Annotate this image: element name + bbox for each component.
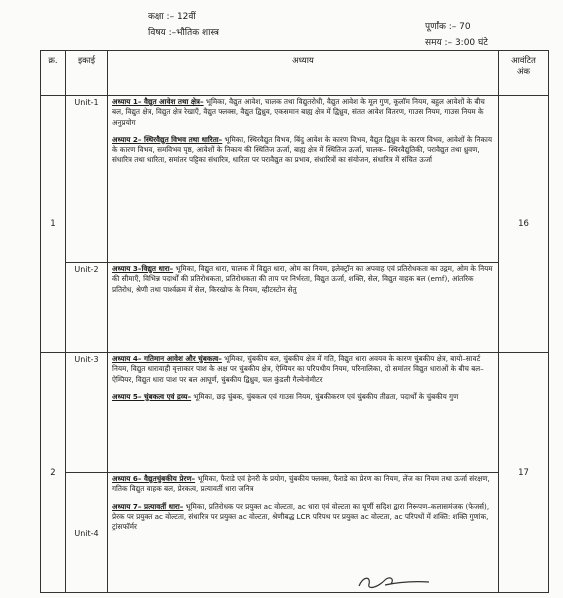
chapter-topics: भूमिका, विद्युत धारा, चालक में विद्युत धारा, ओम का नियम, इलेक्ट्रॉन का अपवाह एवं प्रतिरोधकता का उद्गम, ओम के नियम की सीमाएँ, विभिन्न पदार्थों की प्रतिरोधकता, प्रतिरोधकता की ताप पर निर्भरता, विद्युत ऊर्जा, शक्ति, सेल, विद्युत वाहक बल (emf), आंतरिक प्रतिरोध, श्रेणी तथा पार्श्वक्रम में सेल, किरखोफ के नियम, व्हीटस्टोन सेतु — [112, 264, 493, 294]
signature — [355, 572, 435, 594]
serial-cell: 2 — [41, 353, 66, 593]
total-marks-label: पूर्णांक :– 70 — [425, 22, 471, 32]
col-unit-header: इकाई — [66, 51, 108, 96]
unit-cell: Unit-4 — [66, 473, 108, 593]
chapter-topics: भूमिका, चुंबकीय बल, चुंबकीय क्षेत्र में गति, विद्युत धारा अवयव के कारण चुंबकीय क्षेत्र, बायो–सावर्ट नियम, विद्युत धारावाही वृत्ताकार पाश के अक्ष पर चुंबकीय क्षेत्र, ऐम्पियर का परिपथीय नियम, परिनालिका, दो समांतर विद्युत धाराओं के बीच बल–ऐम्पियर, विद्युत धारा पाश पर बल आघूर्ण, चुंबकीय द्विध्रुव, चल कुंडली गैल्वेनोमीटर — [112, 354, 484, 384]
chapter-title: अध्याय 3–विद्युत धारा– — [112, 264, 174, 273]
chapter-title: अध्याय 5– चुंबकत्व एवं द्रव्य– — [112, 391, 192, 401]
marks-cell: 16 — [499, 96, 549, 353]
chapter-cell — [108, 473, 499, 593]
chapter-cell — [108, 353, 499, 473]
chapter-cell — [108, 263, 499, 353]
table-row — [41, 96, 549, 263]
col-marks-header: आवंटित अंक — [499, 51, 549, 96]
chapter-entry — [112, 392, 495, 402]
chapter-title: अध्याय 6– वैद्युतचुंबकीय प्रेरण– — [112, 474, 196, 483]
marks-cell: 17 — [499, 353, 549, 593]
chapter-entry — [112, 502, 495, 533]
chapter-topics: भूमिका, स्थिरवैद्युत विभव, बिंदु आवेश के कारण विभव, वैद्युत द्विध्रुव के कारण विभव, आवेशों के निकाय के कारण विभव, समविभव पृष्ठ, आवेशों के निकाय की स्थितिज ऊर्जा, बाह्य क्षेत्र में स्थितिज ऊर्जा, चालक– स्थिरवैद्युतिकी, परावैद्युत तथा ध्रुवण, संधारित्र तथा धारिता, समांतर पट्टिका संधारित्र, धारिता पर परावैद्युत का प्रभाव, संधारित्रों का संयोजन, संधारित्र में संचित ऊर्जा — [112, 134, 493, 165]
subject-label: विषय :–भौतिक शास्त्र — [148, 28, 219, 38]
chapter-title: अध्याय 1– वैद्युत आवेश तथा क्षेत्र– — [112, 97, 204, 106]
chapter-entry — [112, 354, 495, 385]
chapter-entry — [112, 474, 495, 495]
col-serial-header: क्र. — [41, 51, 66, 96]
class-label: कक्षा :– 12वीं — [148, 12, 196, 22]
table-header-row — [41, 51, 549, 96]
table-row — [41, 353, 549, 473]
chapter-topics: भूमिका, छड़ चुंबक, चुंबकत्व एवं गाउस नियम, चुंबकीकरण एवं चुंबकीय तीव्रता, पदार्थों के चुंबकीय गुण — [191, 391, 459, 401]
table-row — [41, 263, 549, 353]
chapter-title: अध्याय 2– स्थिरवैद्युत विभव तथा धारिता– — [112, 134, 223, 144]
chapter-entry — [112, 264, 495, 295]
chapter-title: अध्याय 4– गतिमान आवेश और चुंबकत्व– — [112, 354, 222, 363]
table-row — [41, 473, 549, 593]
serial-cell: 1 — [41, 96, 66, 353]
unit-cell: Unit-1 — [66, 96, 108, 263]
time-label: समय :– 3:00 घंटे — [425, 38, 488, 48]
syllabus-table — [40, 50, 549, 593]
unit-cell: Unit-3 — [66, 353, 108, 473]
col-chapter-header: अध्याय — [108, 51, 499, 96]
chapter-entry — [112, 97, 495, 128]
chapter-cell — [108, 96, 499, 263]
chapter-topics: भूमिका, वैद्युत आवेश, चालक तथा विद्युतरोधी, वैद्युत आवेश के मूल गुण, कूलॉम नियम, बहुल आवेशों के बीच बल, विद्युत क्षेत्र, विद्युत क्षेत्र रेखाएँ, वैद्युत फ्लक्स, वैद्युत द्विध्रुव, एकसमान बाह्य क्षेत्र में द्विध्रुव, संतत आवेश वितरण, गाउस नियम, गाउस नियम के अनुप्रयोग — [112, 97, 485, 127]
chapter-title: अध्याय 7– प्रत्यावर्ती धारा– — [112, 501, 184, 511]
chapter-topics: भूमिका, प्रतिरोधक पर प्रयुक्त ac वोल्टता, ac धारा एवं वोल्टता का घूर्णी सदिश द्वारा निरूपण–कलासमंजक (फेजर्स), प्रेरक पर प्रयुक्त ac वोल्टता, संधारित्र पर प्रयुक्त ac वोल्टता, श्रेणीबद्ध LCR परिपथ पर प्रयुक्त ac वोल्टता, ac परिपथों में शक्ति: शक्ति गुणांक, ट्रांसफॉर्मर — [112, 501, 490, 532]
chapter-topics: भूमिका, फैराडे एवं हेनरी के प्रयोग, चुंबकीय फ्लक्स, फैराडे का प्रेरण का नियम, लेंज का नियम तथा ऊर्जा संरक्षण, गतिक विद्युत वाहक बल, प्रेरकत्व, प्रत्यावर्ती धारा जनित्र — [112, 474, 490, 494]
unit-cell: Unit-2 — [66, 263, 108, 353]
chapter-entry — [112, 135, 495, 166]
